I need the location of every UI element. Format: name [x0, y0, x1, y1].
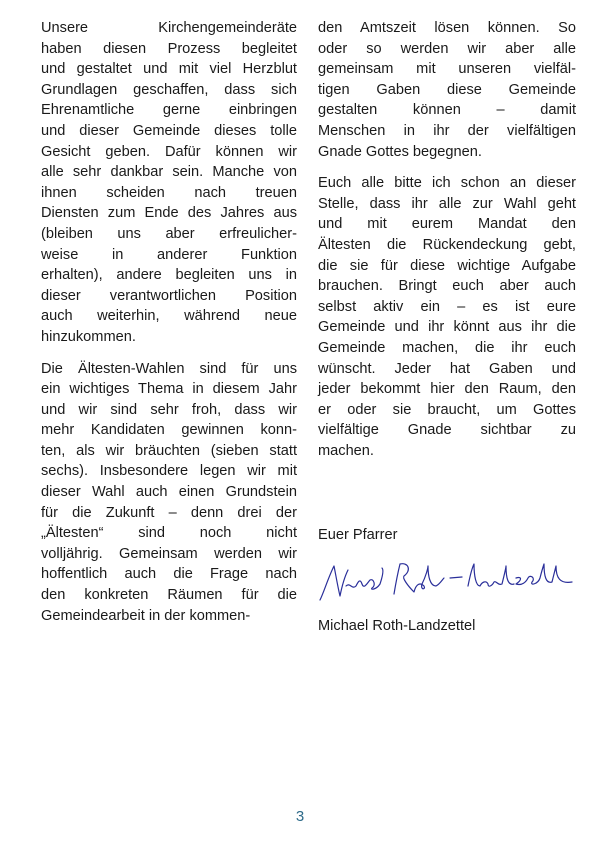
text-line: vielfältige Gnade sichtbar zu	[318, 422, 576, 439]
text-line: (bleiben uns aber erfreulicher-	[41, 225, 297, 242]
text-line: jeder bekommt hier den Raum, den	[318, 381, 576, 398]
text-line: und mit eurem Mandat den	[318, 216, 576, 233]
text-line: Euch alle bitte ich schon an dieser	[318, 175, 576, 192]
text-line: Gesicht geben. Dafür können wir	[41, 143, 297, 160]
text-line: ein wichtiges Thema in diesem Jahr	[41, 381, 297, 398]
text-line: auch weiterhin, während neue	[41, 308, 297, 325]
paragraph-gifts	[318, 18, 576, 162]
paragraph-process	[41, 18, 297, 348]
text-line: weise in anderer Funktion	[41, 246, 297, 263]
left-column	[41, 18, 297, 637]
text-line: den konkreten Räumen für die	[41, 587, 297, 604]
text-line: machen.	[318, 442, 374, 459]
text-line: sechs). Insbesondere legen wir mit	[41, 463, 297, 480]
text-line: Unsere Kirchengemeinderäte	[41, 20, 297, 36]
text-line: tigen Gaben diese Gemeinde	[318, 81, 576, 98]
text-line: oder so werden wir aber alle	[318, 40, 576, 57]
signature-stroke	[394, 564, 444, 594]
signature-stroke	[320, 566, 348, 600]
text-line: Gemeindearbeit in der kommen-	[41, 607, 251, 624]
text-line: wünscht. Jeder hat Gaben und	[318, 360, 576, 377]
signature-stroke	[346, 568, 383, 589]
text-line: hoffentlich auch die Frage nach	[41, 566, 297, 583]
text-line: ihnen scheiden nach treuen	[41, 184, 297, 201]
text-line: und wir sind sehr froh, dass wir	[41, 401, 297, 418]
text-line: für die Zukunft – denn drei der	[41, 504, 297, 521]
text-line: gestalten können – damit	[318, 102, 576, 119]
text-line: Gnade Gottes begegnen.	[318, 143, 482, 160]
text-line: Menschen in ihr der vielfältigen	[318, 122, 576, 139]
text-line: Grundlagen geschaffen, dass sich	[41, 81, 297, 98]
right-column	[318, 18, 576, 472]
text-line: erhalten), andere begleiten uns in	[41, 267, 297, 284]
text-line: Gemeinde machen, die ihr euch	[318, 339, 576, 356]
text-line: Stelle, dass ihr alle zur Wahl geht	[318, 195, 576, 212]
text-line: Die Ältesten-Wahlen sind für uns	[41, 360, 297, 377]
text-line: haben diesen Prozess begleitet	[41, 40, 297, 57]
signer-name: Michael Roth-Landzettel	[318, 618, 476, 634]
text-line: Ältesten die Rückendeckung gebt,	[318, 236, 576, 253]
text-line: Diensten zum Ende des Jahres aus	[41, 205, 297, 222]
text-line: die sie für diese wichtige Aufgabe	[318, 257, 576, 274]
page-number: 3	[295, 808, 305, 825]
text-line: Gemeinde und ihr könnt aus ihr die	[318, 319, 576, 336]
text-line: dieser Wahl auch einen Grundstein	[41, 484, 297, 501]
paragraph-elections	[41, 359, 297, 627]
signature-stroke	[468, 564, 514, 586]
closing-salutation: Euer Pfarrer	[318, 527, 398, 543]
signature-stroke	[516, 564, 572, 585]
text-line: brauchen. Bringt euch aber auch	[318, 278, 576, 295]
text-line: selbst aktiv ein – es ist eure	[318, 298, 576, 315]
signature-stroke	[450, 577, 462, 578]
text-line: und gestaltet und mit viel Herzblut	[41, 61, 297, 78]
text-line: ten, als wir bräuchten (sieben statt	[41, 442, 297, 459]
text-line: alle sehr dankbar sein. Manche von	[41, 164, 297, 181]
text-line: Ehrenamtliche gerne einbringen	[41, 102, 297, 119]
paragraph-appeal	[318, 173, 576, 461]
text-line: den Amtszeit lösen können. So	[318, 20, 576, 36]
text-line: und dieser Gemeinde dieses tolle	[41, 122, 297, 139]
text-line: „Ältesten“ sind noch nicht	[41, 525, 297, 542]
handwritten-signature	[316, 556, 576, 606]
text-line: mehr Kandidaten gewinnen konn-	[41, 422, 297, 439]
text-line: volljährig. Gemeinsam werden wir	[41, 545, 297, 562]
text-line: gemeinsam mit unseren vielfäl-	[318, 61, 576, 78]
text-line: dieser verantwortlichen Position	[41, 287, 297, 304]
text-line: hinzukommen.	[41, 328, 136, 345]
text-line: er oder sie braucht, um Gottes	[318, 401, 576, 418]
